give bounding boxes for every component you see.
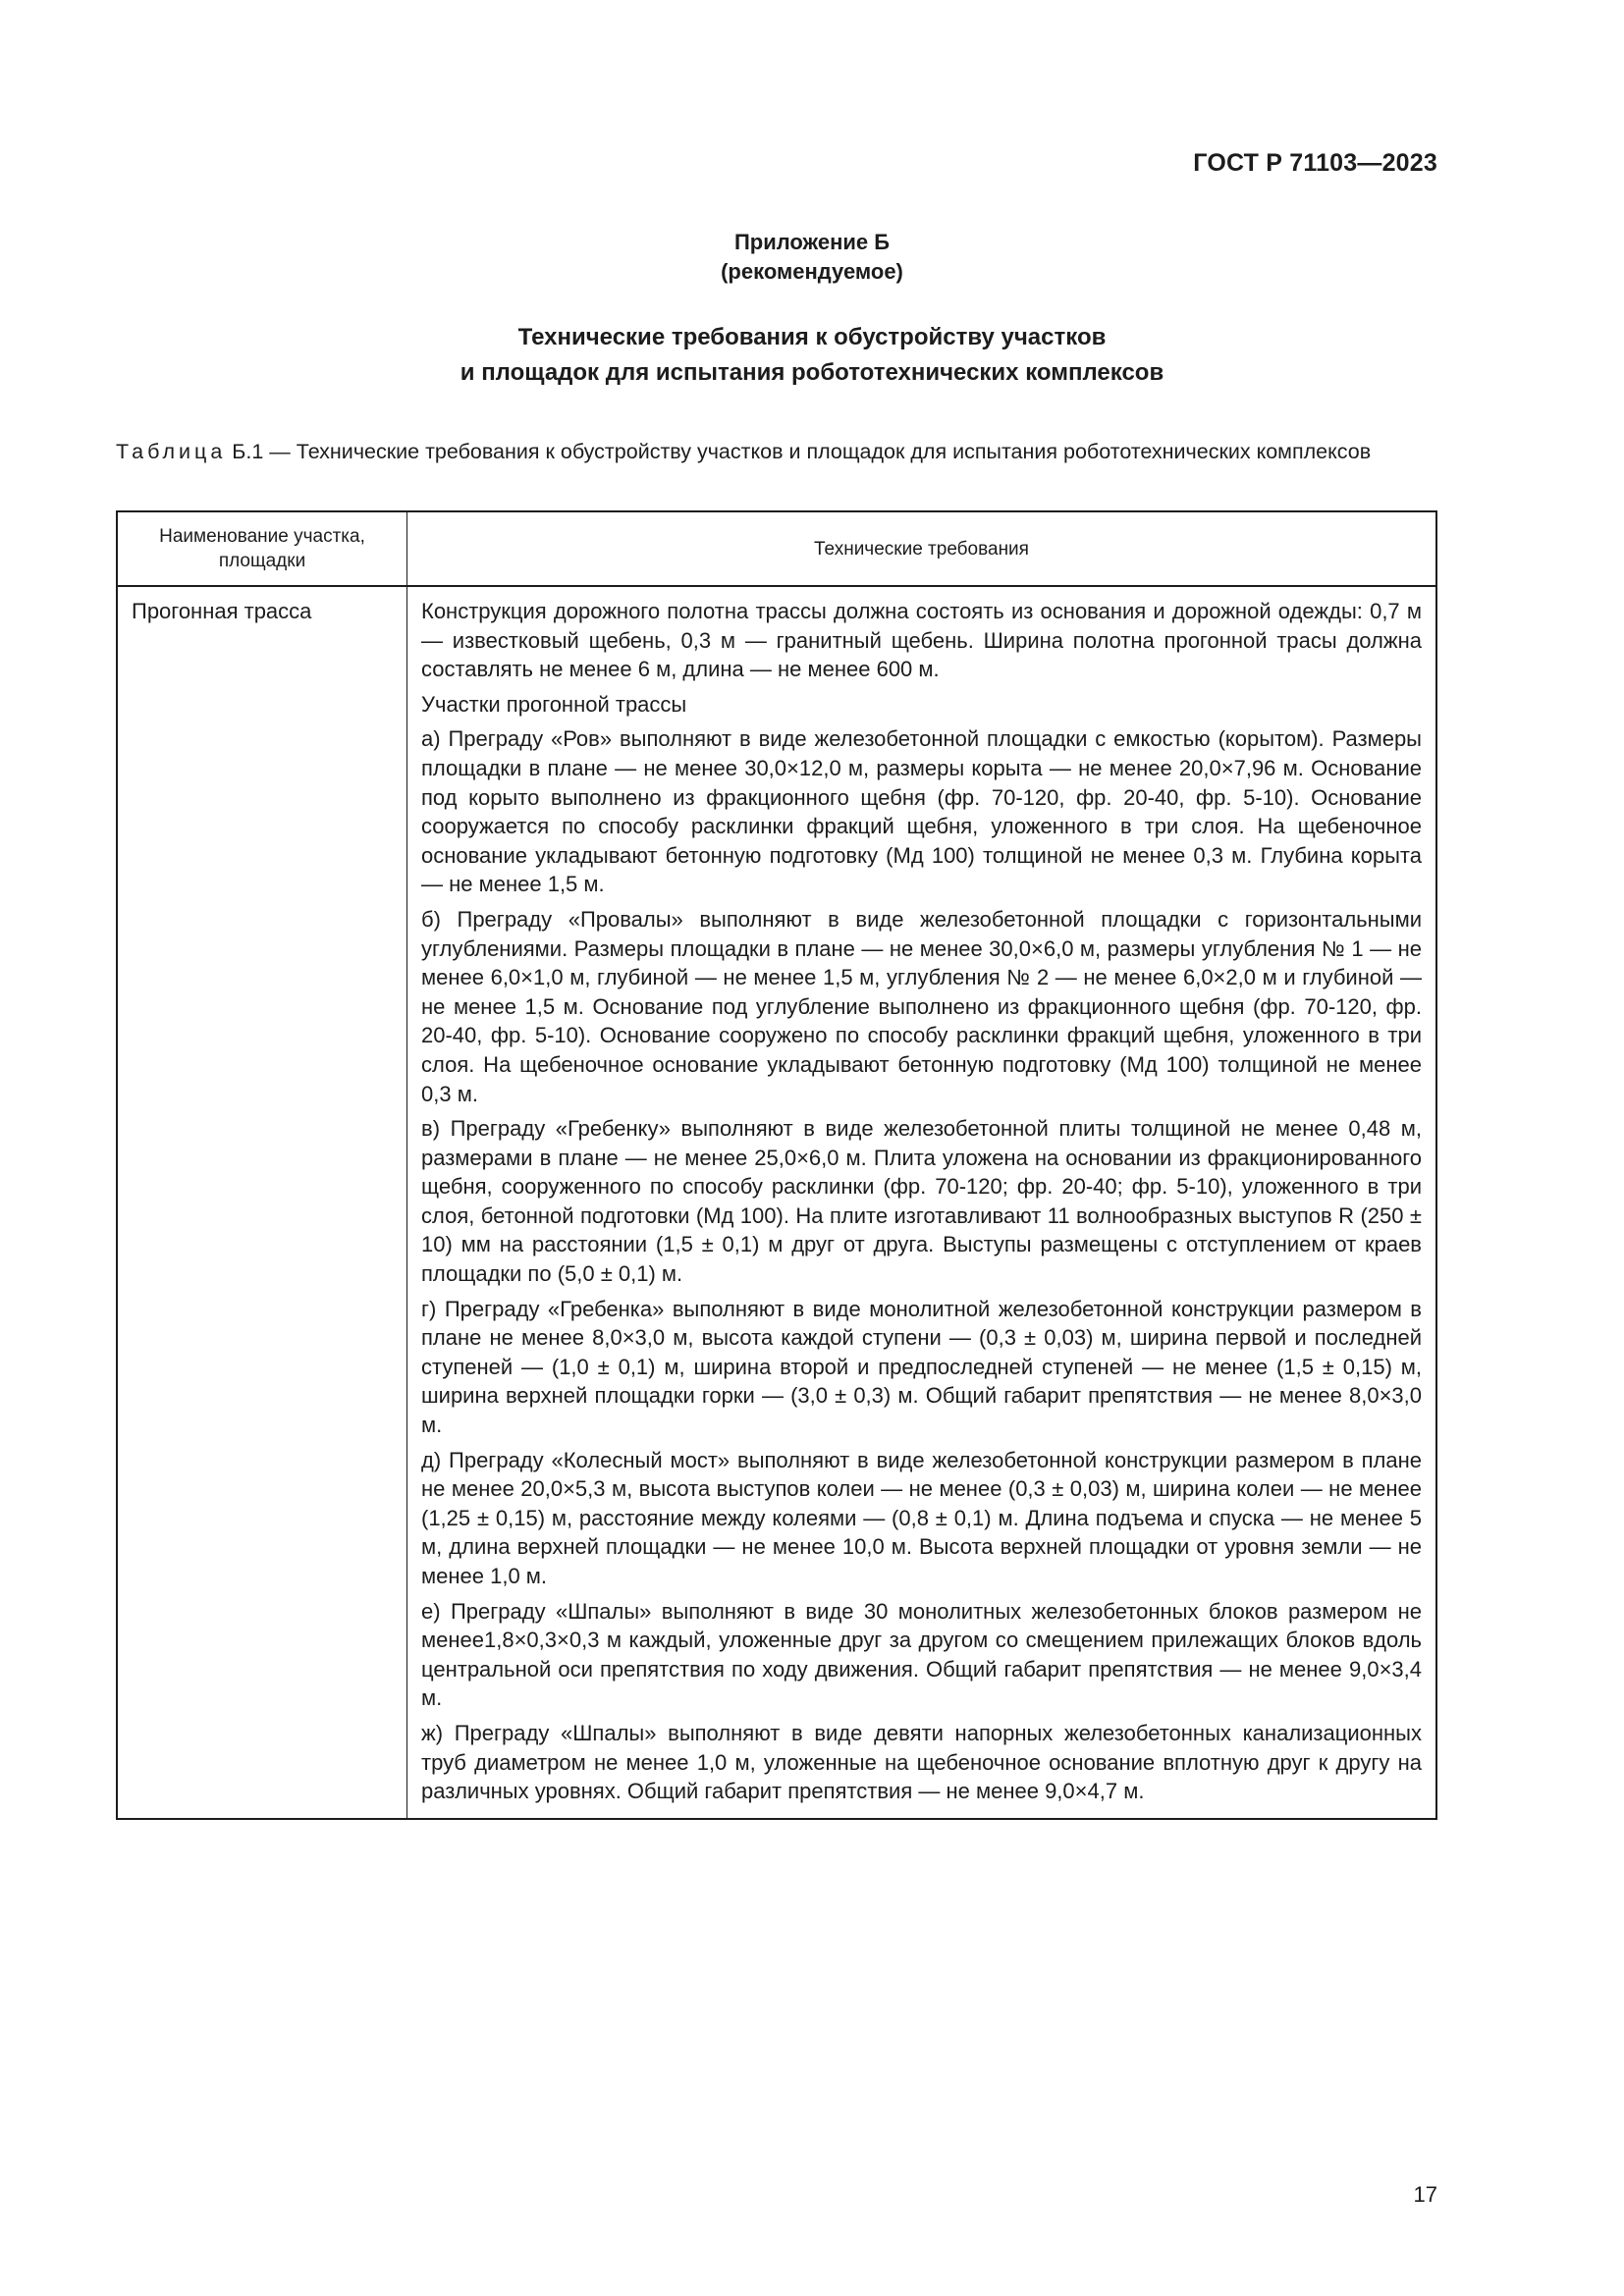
- table-row: [117, 586, 1436, 1819]
- requirement-paragraph: Участки прогонной трассы: [421, 691, 687, 717]
- row-requirements-cell: [407, 586, 1437, 1819]
- requirements-table: [116, 510, 1437, 1820]
- appendix-status: (рекомендуемое): [721, 259, 903, 284]
- requirement-item-zh: ж) Преграду «Шпалы» выполняют в виде девяти напорных железобетонных канализационных труб диаметром не менее 1,0 м, уложенные на щебеночное основание вплотную друг к другу на различных уровнях. Общий габарит препятствия — не менее 9,0×4,7 м.: [421, 1720, 1422, 1804]
- section-title-line-1: Технические требования к обустройству участков: [517, 324, 1107, 350]
- column-header-name: Наименование участка, площадки: [117, 511, 407, 586]
- table-caption-label: Таблица: [116, 440, 227, 463]
- row-name-cell: Прогонная трасса: [117, 586, 407, 1819]
- requirement-item-v: в) Преграду «Гребенку» выполняют в виде железобетонной плиты толщиной не менее 0,48 м, размерами в плане — не менее 25,0×6,0 м. Плита уложена на основании из фракционированного щебня, сооруженного по способу расклинки (фр. 70-120; фр. 20-40; фр. 5-10), уложенного в три слоя, бетонной подготовки (Мд 100). На плите изготавливают 11 волнообразных выступов R (250 ± 10) мм на расстоянии (1,5 ± 0,1) м друг от друга. Выступы размещены с отступлением от краев площадки по (5,0 ± 0,1) м.: [421, 1116, 1422, 1287]
- table-caption: [116, 438, 1437, 466]
- table-header-row: [117, 511, 1436, 586]
- document-code: ГОСТ Р 71103—2023: [1193, 149, 1437, 177]
- appendix-title: Приложение Б: [733, 230, 891, 254]
- table-caption-text: Б.1 — Технические требования к обустройству участков и площадок для испытания робототехнических комплексов: [226, 440, 1372, 463]
- requirement-item-d: д) Преграду «Колесный мост» выполняют в виде железобетонной конструкции размером в плане не менее 20,0×5,3 м, высота выступов колеи — не менее (0,3 ± 0,03) м, ширина колеи — не менее (1,25 ± 0,15) м, расстояние между колеями — (0,8 ± 0,1) м. Длина подъема и спуска — не менее 5 м, длина верхней площадки — не менее 10,0 м. Высота верхней площадки от уровня земли — не менее 1,0 м.: [421, 1447, 1422, 1588]
- section-title: [0, 320, 1624, 391]
- appendix-heading: [0, 228, 1624, 287]
- requirement-item-b: б) Преграду «Провалы» выполняют в виде железобетонной площадки с горизонтальными углублениями. Размеры площадки в плане — не менее 30,0×6,0 м, размеры углубления № 1 — не менее 6,0×1,0 м, глубиной — не менее 1,5 м, углубления № 2 — не менее 6,0×2,0 м и глубиной — не менее 1,5 м. Основание под углубление выполнено из фракционного щебня (фр. 70-120, фр. 20-40, фр. 5-10). Основание сооружено по способу расклинки фракций щебня, уложенного в три слоя. На щебеночное основание укладывают бетонную подготовку (Мд 100) толщиной не менее 0,3 м.: [421, 906, 1422, 1106]
- requirement-item-e: е) Преграду «Шпалы» выполняют в виде 30 монолитных железобетонных блоков размером не менее1,8×0,3×0,3 м каждый, уложенные друг за другом со смещением прилежащих блоков вдоль центральной оси препятствия по ходу движения. Общий габарит препятствия — не менее 9,0×3,4 м.: [421, 1598, 1422, 1711]
- page-number: 17: [1413, 2182, 1437, 2207]
- requirement-item-a: а) Преграду «Ров» выполняют в виде железобетонной площадки с емкостью (корытом). Размеры площадки в плане — не менее 30,0×12,0 м, размеры корыта — не менее 20,0×7,96 м. Основание под корыто выполнено из фракционного щебня (фр. 70-120, фр. 20-40, фр. 5-10). Основание сооружается по способу расклинки фракций щебня, уложенного в три слоя. На щебеночное основание укладывают бетонную подготовку (Мд 100) толщиной не менее 0,3 м. Глубина корыта — не менее 1,5 м.: [421, 726, 1422, 897]
- requirement-paragraph: Конструкция дорожного полотна трассы должна состоять из основания и дорожной одежды: 0,7 м — известковый щебень, 0,3 м — гранитный щебень. Ширина полотна прогонной трасы должна составлять не менее 6 м, длина — не менее 600 м.: [421, 599, 1422, 682]
- section-title-line-2: и площадок для испытания робототехнических комплексов: [460, 359, 1164, 386]
- requirement-item-g: г) Преграду «Гребенка» выполняют в виде монолитной железобетонной конструкции размером в плане не менее 8,0×3,0 м, высота каждой ступени — (0,3 ± 0,03) м, ширина первой и последней ступеней — (1,0 ± 0,1) м, ширина второй и предпоследней ступеней — не менее (1,5 ± 0,15) м, ширина верхней площадки горки — (3,0 ± 0,3) м. Общий габарит препятствия — не менее 8,0×3,0 м.: [421, 1296, 1422, 1438]
- column-header-requirements: Технические требования: [407, 511, 1437, 586]
